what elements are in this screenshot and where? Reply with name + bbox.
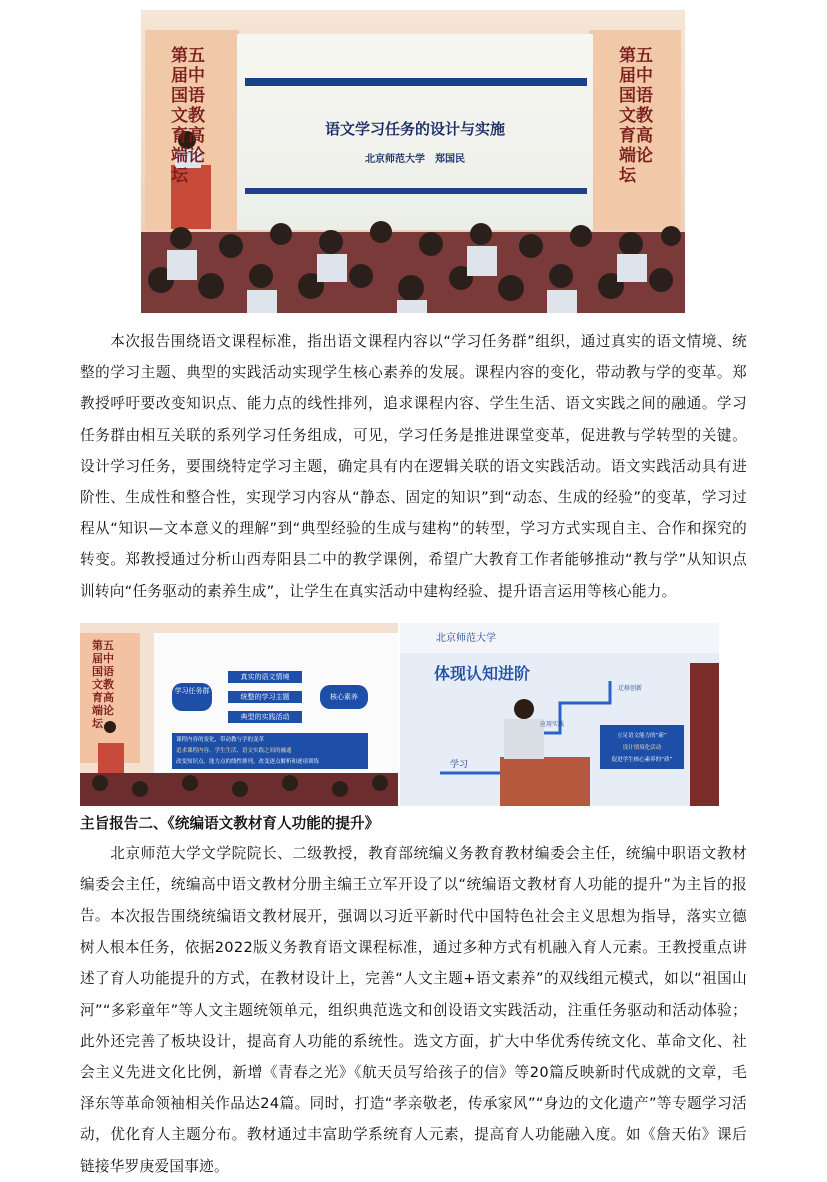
paragraph-1 [80, 326, 747, 607]
slide-progression-image [400, 623, 719, 806]
banner-right-text: 第五届中国语文教育高端论坛 [619, 46, 653, 186]
slide-logo: 北京师范大学 [436, 633, 496, 644]
paragraph-2-text: 北京师范大学文学院院长、二级教授，教育部统编义务教育教材编委会主任，统编中职语文教材编委会主任，统编高中语文教材分册主编王立军开设了以“统编语文教材育人功能的提升”为主旨的报告。 [80, 845, 747, 925]
step-2: 应用实践 [540, 721, 565, 728]
conference-photo-2 [80, 623, 398, 806]
diagram-right-label: 核心素养 [330, 693, 358, 701]
banner-text-photo2: 第五届中国语文教育高端论坛 [92, 639, 114, 730]
paragraph-1-text: 本次报告围绕语文课程标准，指出语文课程内容以“学习任务群”组织，通过真实的语文情境、统整的学习主题、典型的实践活动实现学生核心素养的发展。课程内容的变化，带动教与学的变革。郑教授呼吁要改变知识点、能力点的线性排列，追求课程内容、学生生活、语文实践之间的融通。学习任务群由相互关联的系列学习任务组成，可见，学习任务是推进课堂变革，促进教与学转型的关键。设计学习任务，要围绕特定学习主题，确定具有内在逻辑关联的语文实践活动。语文实践活动具有进阶性、生成性和整合性，实现学习内容从“静态、固定的知识”到“动态、生成的经验”的变革，学习过程从“知识—文本意义的理解”到“典型经验的生成与建构”的转型，学习方式实现自主、合作和探究的转变。郑教授通过分析山西寿阳县二中的教学课例，希望广大教育工作者能够推动“教与学”从知识点训转向“任务驱动的素养生成”，让学生在真实活动中建构经验、提升语言运用等核心能力。 [80, 333, 747, 600]
paragraph-3 [80, 901, 747, 1182]
banner-left-text: 第五届中国语文教育高端论坛 [171, 46, 205, 186]
conference-photo-3 [400, 623, 719, 806]
diagram-box-2: 统整的学习主题 [240, 693, 290, 701]
step-3: 迁移创新 [618, 685, 643, 692]
slide-subtitle: 北京师范大学 郑国民 [365, 154, 465, 165]
diagram-box-3: 典型的实践活动 [240, 713, 290, 721]
callout-line-2: 设计情境化活动 [622, 745, 662, 751]
slide-title: 语文学习任务的设计与实施 [324, 120, 505, 138]
diagram-bottom-line-2: 追求课程内容、学生生活、语文实践之间的融通 [176, 748, 292, 754]
section-heading-2: 主旨报告二、《统编语文教材育人功能的提升》 [80, 815, 380, 832]
callout-line-3: 促进学生核心素养的“质” [611, 757, 673, 763]
callout-line-1: 立足语文能力的“新” [617, 733, 667, 739]
diagram-box-1: 真实的语文情境 [240, 673, 290, 681]
diagram-bottom-line-3: 改变知识点、能力点的线性排列，改变逐点解析和逐项训练 [176, 759, 320, 765]
step-1: 学习 [450, 760, 469, 770]
diagram-bottom-line-1: 课程内容的变化，带动教与学的变革 [176, 737, 265, 743]
diagram-left-label: 学习任务群 [174, 687, 210, 695]
paragraph-3-text: 本次报告围绕统编语文教材展开，强调以习近平新时代中国特色社会主义思想为指导，落实立德树人根本任务，依据2022版义务教育语文课程标准，通过多种方式有机融入育人元素。王教授重点讲述了育人功能提升的方式，在教材设计上，完善“人文主题+语文素养”的双线组元模式，如以“祖国山河”“多彩童年”等人文主题统领单元，组织典范选文和创设语文实践活动，注重任务驱动和活动体验；此外还完善了板块设计，提高育人功能的系统性。选文方面，扩大中华优秀传统文化、革命文化、社会主义先进文化比例，新增《青春之光》《航天员写给孩子的信》等20篇反映新时代成就的文章，毛泽东等革命领袖相关作品达24篇。同时，打造“孝亲敬老，传承家风”“身边的文化遗产”等专题学习活动，优化育人主题分布。教材通过丰富助学系统育人元素，提高育人功能融入度。如《詹天佑》课后链接华罗庚爱国事迹。 [80, 908, 747, 1175]
conference-photo-1 [141, 10, 685, 313]
slide-title-2: 体现认知进阶 [434, 664, 531, 683]
